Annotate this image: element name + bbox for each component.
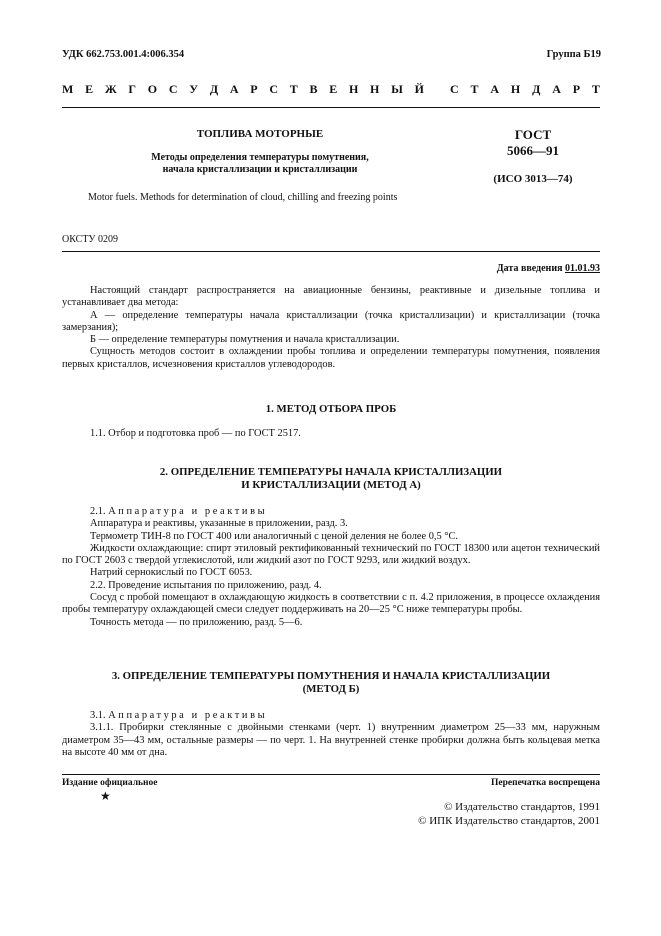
section-2-paragraph-4: Жидкости охлаждающие: спирт этиловый ректификованный технический по ГОСТ 18300 или ацетон технический по ГОСТ 2603 с твердой углекислотой, или жидкий азот по ГОСТ 9293, или жидкий воздух. [62, 542, 600, 567]
okstu-divider [62, 251, 600, 252]
section-2-paragraph-6: 2.2. Проведение испытания по приложению, разд. 4. [90, 579, 322, 591]
subtitle-line-1: Методы определения температуры помутнения, [151, 152, 369, 163]
section-1-text [62, 428, 600, 440]
gost-label: ГОСТ [514, 127, 552, 142]
clause-2-1-heading: Аппаратура и реактивы [108, 506, 268, 517]
clause-3-1-heading: Аппаратура и реактивы [108, 710, 268, 721]
subtitle-line-2: начала кристаллизации и кристаллизации [162, 164, 358, 175]
section-2-title [62, 466, 600, 491]
section-2-paragraph-7: Сосуд с пробой помещают в охлаждающую жидкость в соответствии с п. 4.2 приложения, в процессе охлаждения пробы температуру охлаждающей смеси следует поддерживать на 20—25 °С ниже температуры пробы. [62, 592, 600, 616]
date-value: 01.01.93 [565, 263, 600, 274]
section-3-title-line-1: 3. ОПРЕДЕЛЕНИЕ ТЕМПЕРАТУРЫ ПОМУТНЕНИЯ И НАЧАЛА КРИСТАЛЛИЗАЦИИ [111, 670, 551, 682]
section-2-title-line-2: И КРИСТАЛЛИЗАЦИИ (МЕТОД А) [241, 478, 421, 491]
group-code: Группа Б19 [546, 49, 601, 60]
section-3-paragraph-2: 3.1.1. Пробирки стеклянные с двойными стенками (черт. 1) внутренним диаметром 25—33 мм, наружным диаметром 35—43 мм, остальные размеры — по черт. 1. На внутренней стенке пробирки должна быть кольцевая метка на высоте 40 мм от дна. [62, 722, 600, 758]
intro-paragraph-2: А — определение температуры начала кристаллизации (точка кристаллизации) и кристаллизации (точка замерзания); [62, 309, 600, 333]
section-1-title: 1. МЕТОД ОТБОРА ПРОБ [265, 403, 397, 415]
copyright-line-1: © Издательство стандартов, 1991 [444, 801, 600, 813]
star-icon: ★ [100, 789, 111, 803]
title-block [90, 128, 430, 176]
copyright-line-2: © ИПК Издательство стандартов, 2001 [418, 815, 600, 827]
section-2-paragraph-1 [62, 506, 600, 518]
section-3-text [62, 710, 600, 759]
official-edition: Издание официальное [62, 778, 158, 788]
footer-divider [62, 774, 600, 775]
section-1-paragraph-1: 1.1. Отбор и подготовка проб — по ГОСТ 2517. [90, 428, 301, 439]
section-2-paragraph-5: Натрий сернокислый по ГОСТ 6053. [90, 567, 253, 579]
section-2-paragraph-2: Аппаратура и реактивы, указанные в приложении, разд. 3. [90, 518, 348, 530]
intro-paragraph-3: Б — определение температуры помутнения и начала кристаллизации. [90, 334, 400, 346]
section-2-paragraph-3: Термометр ТИН-8 по ГОСТ 400 или аналогичный с ценой деления не более 0,5 °С. [90, 530, 459, 542]
copyright-block [418, 800, 600, 828]
banner-word-standard: С Т А Н Д А Р Т [450, 82, 600, 96]
interstate-standard-banner [62, 82, 600, 97]
clause-2-1-number: 2.1. [90, 506, 109, 517]
okstu-code: ОКСТУ 0209 [62, 234, 119, 245]
document-subtitle [90, 152, 430, 176]
section-3-title [62, 670, 600, 695]
banner-word-interstate: М Е Ж Г О С У Д А Р С Т В Е Н Н Ы Й [62, 82, 424, 96]
introduction-date [497, 263, 600, 274]
english-title: Motor fuels. Methods for determination of cloud, chilling and freezing points [88, 192, 398, 203]
intro-paragraph-1: Настоящий стандарт распространяется на авиационные бензины, реактивные и дизельные топлива и устанавливает два метода: [62, 285, 600, 309]
intro-text [62, 285, 600, 371]
document-title: ТОПЛИВА МОТОРНЫЕ [196, 128, 324, 140]
udk-code: УДК 662.753.001.4:006.354 [62, 49, 185, 60]
gost-number: 5066—91 [507, 143, 559, 158]
clause-3-1-number: 3.1. [90, 710, 109, 721]
section-2-title-line-1: 2. ОПРЕДЕЛЕНИЕ ТЕМПЕРАТУРЫ НАЧАЛА КРИСТАЛЛИЗАЦИИ [159, 466, 503, 478]
gost-designation [478, 127, 588, 185]
iso-reference: (ИСО 3013—74) [493, 173, 573, 185]
section-2-text [62, 506, 600, 629]
date-label: Дата введения [496, 263, 565, 274]
section-3-title-line-2: (МЕТОД Б) [302, 682, 360, 695]
reprint-prohibited: Перепечатка воспрещена [490, 778, 600, 788]
header-divider [62, 107, 600, 108]
intro-paragraph-4: Сущность методов состоит в охлаждении пробы топлива и определении температуры помутнения, появления первых кристаллов, исчезновения кристаллов углеводородов. [62, 346, 600, 370]
section-3-paragraph-1 [62, 710, 600, 722]
section-2-paragraph-8: Точность метода — по приложению, разд. 5—6. [90, 616, 303, 628]
